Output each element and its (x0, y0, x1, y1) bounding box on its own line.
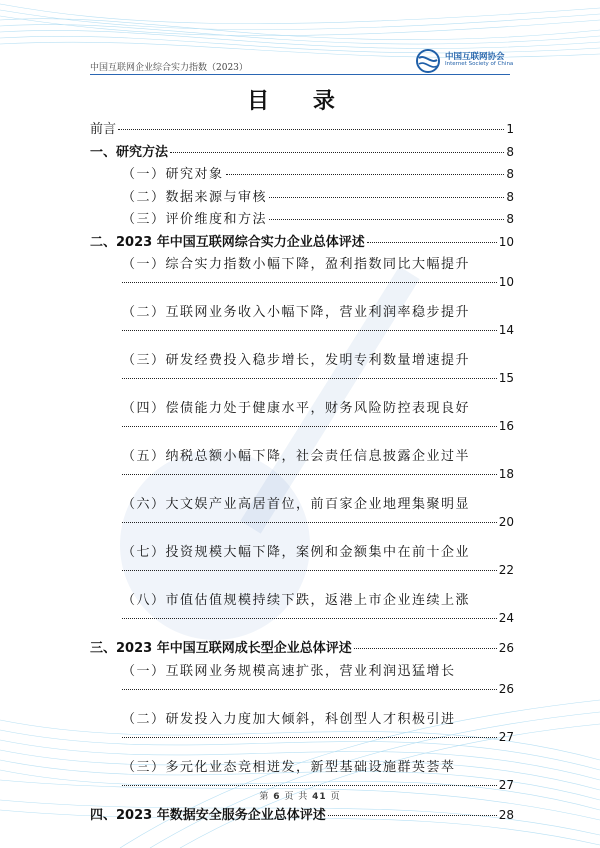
toc-entry[interactable] (90, 708, 514, 752)
toc-entry[interactable] (90, 163, 514, 185)
toc-page-number: 8 (506, 144, 514, 159)
toc-entry-text: 前言 (90, 122, 117, 137)
toc-entry-text: （五）纳税总额小幅下降，社会责任信息披露企业过半 (122, 449, 471, 464)
dot-leader (354, 648, 497, 649)
toc-page-number: 8 (506, 189, 514, 204)
dot-leader (269, 219, 504, 220)
toc-title: 目 录 (247, 89, 353, 114)
toc-entry-text: （二）互联网业务收入小幅下降，营业利润率稳步提升 (122, 305, 471, 320)
toc-page-number: 20 (498, 515, 514, 529)
toc-page-number: 8 (506, 167, 514, 181)
toc-entry[interactable] (90, 637, 514, 659)
dot-leader (122, 737, 497, 738)
toc-entry-text: （三）评价维度和方法 (122, 212, 268, 227)
toc-entry[interactable] (90, 493, 514, 537)
toc-entry[interactable] (90, 231, 514, 253)
footer-suffix: 页 (330, 792, 341, 802)
toc-entry-text: 二、2023 年中国互联网综合实力企业总体评述 (90, 234, 365, 250)
dot-leader (122, 282, 497, 283)
dot-leader (122, 378, 497, 379)
toc-entry[interactable] (90, 804, 514, 826)
footer-prefix: 第 (259, 792, 270, 802)
dot-leader (269, 197, 504, 198)
toc-entry[interactable] (90, 541, 514, 585)
dot-leader (367, 242, 497, 243)
toc-entry-text: （三）多元化业态竞相迸发，新型基础设施群英荟萃 (122, 759, 456, 775)
toc-page-number: 1 (506, 122, 514, 136)
toc-entry-text: 一、研究方法 (90, 144, 169, 160)
toc-entry[interactable] (90, 141, 514, 163)
toc-entry-text: （三）研发经费投入稳步增长，发明专利数量增速提升 (122, 353, 471, 368)
dot-leader (122, 426, 497, 427)
toc-page-number: 18 (498, 467, 514, 481)
dot-leader (170, 152, 504, 153)
logo-english-name: Internet Society of China (445, 61, 514, 67)
dot-leader (118, 129, 504, 130)
toc-entry[interactable] (90, 349, 514, 393)
organization-logo (415, 48, 525, 74)
dot-leader (122, 474, 497, 475)
toc-page-number: 26 (498, 681, 514, 696)
toc-entry[interactable] (90, 301, 514, 345)
toc-page-number: 15 (498, 371, 514, 385)
toc-entry[interactable] (90, 397, 514, 441)
toc-page-number: 10 (498, 275, 514, 289)
dot-leader (122, 522, 497, 523)
page-footer (0, 789, 600, 802)
toc-entry[interactable] (90, 208, 514, 230)
toc-page-number: 10 (498, 234, 514, 249)
toc-entry-text: 四、2023 年数据安全服务企业总体评述 (90, 807, 326, 823)
toc-page-number: 27 (498, 729, 514, 744)
dot-leader (122, 330, 497, 331)
toc-entry[interactable] (90, 589, 514, 633)
toc-entry[interactable] (90, 118, 514, 140)
current-page-number: 6 (273, 792, 281, 802)
toc-entry-text: （一）综合实力指数小幅下降，盈利指数同比大幅提升 (122, 257, 471, 272)
toc-entry-text: （二）数据来源与审核 (122, 189, 268, 205)
dot-leader (226, 174, 505, 175)
dot-leader (122, 689, 497, 690)
toc-page-number: 27 (498, 777, 514, 792)
toc-entry-text: （一）互联网业务规模高速扩张，营业利润迅猛增长 (122, 663, 456, 679)
globe-icon (415, 48, 441, 74)
toc-page-number: 16 (498, 419, 514, 433)
toc-entry-text: （四）偿债能力处于健康水平，财务风险防控表现良好 (122, 401, 471, 416)
toc-entry-text: （一）研究对象 (122, 167, 224, 182)
dot-leader (122, 785, 497, 786)
toc-entry[interactable] (90, 186, 514, 208)
toc-page-number: 22 (498, 563, 514, 577)
toc-entry[interactable] (90, 660, 514, 704)
toc-page-number: 24 (498, 611, 514, 625)
toc-entry[interactable] (90, 253, 514, 297)
toc-entry-text: （七）投资规模大幅下降，案例和金额集中在前十企业 (122, 545, 471, 560)
toc-page-number: 28 (498, 807, 514, 822)
header-document-title: 中国互联网企业综合实力指数（2023） (90, 63, 248, 73)
dot-leader (122, 618, 497, 619)
dot-leader (122, 570, 497, 571)
footer-mid: 页 共 (284, 792, 309, 802)
total-page-count: 41 (312, 792, 327, 802)
toc-entry-text: 三、2023 年中国互联网成长型企业总体评述 (90, 641, 352, 656)
toc-page-number: 14 (498, 323, 514, 337)
header-divider (90, 74, 510, 75)
dot-leader (328, 815, 497, 816)
logo-chinese-name: 中国互联网协会 (445, 52, 505, 62)
toc-entry-text: （八）市值估值规模持续下跌，返港上市企业连续上涨 (122, 593, 471, 608)
toc-entry-text: （六）大文娱产业高居首位，前百家企业地理集聚明显 (122, 497, 471, 512)
toc-page-number: 26 (498, 641, 514, 655)
toc-page-number: 8 (506, 212, 514, 226)
toc-entry-text: （二）研发投入力度加大倾斜，科创型人才积极引进 (122, 711, 456, 727)
toc-entry[interactable] (90, 445, 514, 489)
